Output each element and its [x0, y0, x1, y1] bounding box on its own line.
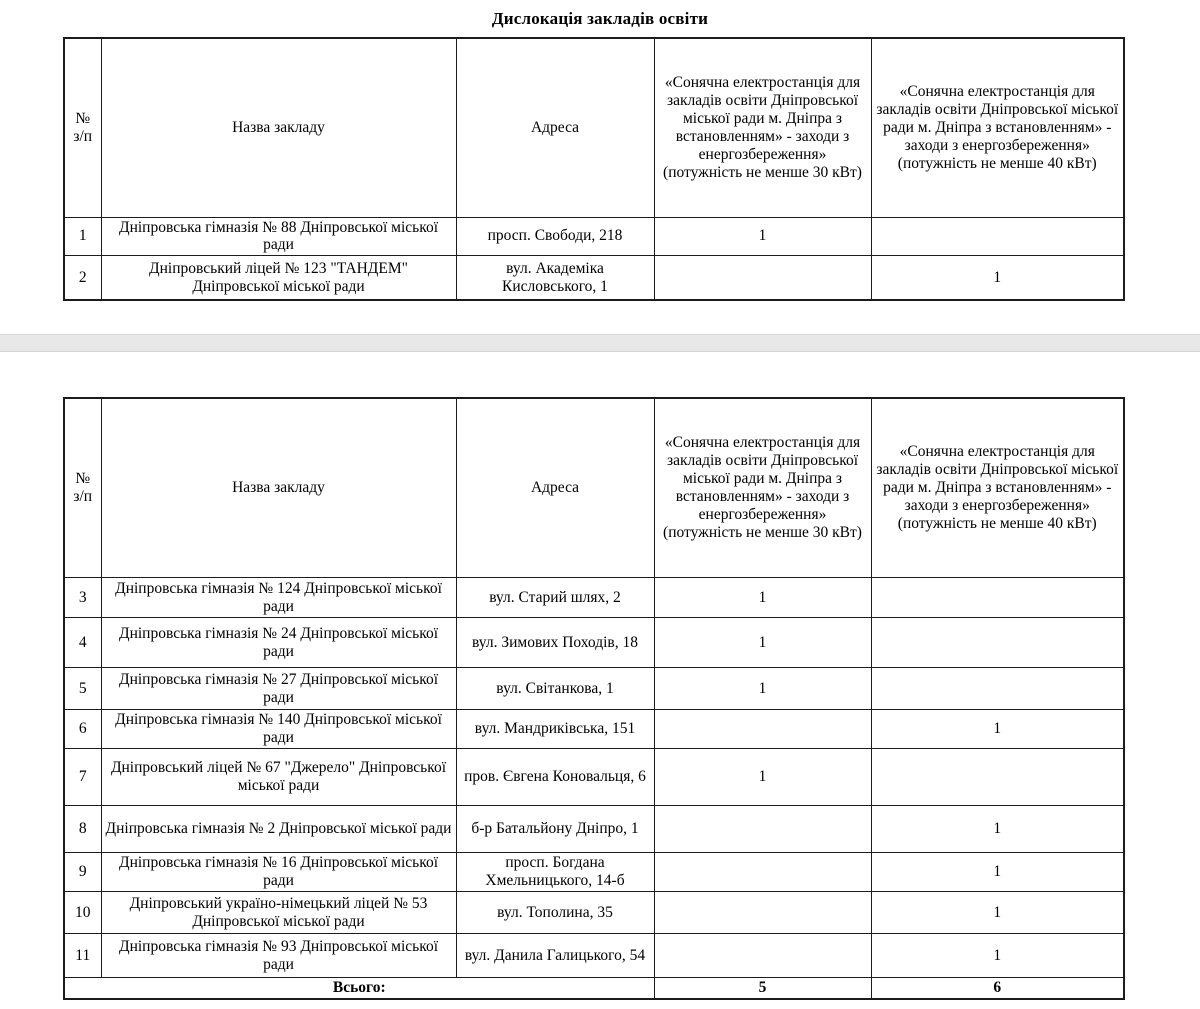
address-cell: пров. Євгена Коновальця, 6 [456, 749, 654, 806]
institution-name-cell: Дніпровський ліцей № 123 "ТАНДЕМ" Дніпровської міської ради [101, 256, 456, 300]
solar-30-cell [654, 853, 871, 892]
page-break-band [0, 334, 1200, 352]
solar-40-cell: 1 [871, 892, 1124, 934]
row-number-cell: 10 [64, 892, 101, 934]
solar-30-cell: 1 [654, 749, 871, 806]
row-number-cell: 4 [64, 618, 101, 668]
solar-30-cell [654, 892, 871, 934]
table-row [64, 710, 1124, 749]
row-number-cell: 3 [64, 578, 101, 618]
row-number-cell: 9 [64, 853, 101, 892]
table-row [64, 217, 1124, 256]
row-number-cell: 7 [64, 749, 101, 806]
address-cell: вул. Тополина, 35 [456, 892, 654, 934]
institution-name-cell: Дніпровський україно-німецький ліцей № 53 Дніпровської міської ради [101, 892, 456, 934]
solar-30-cell: 1 [654, 668, 871, 710]
table-row [64, 806, 1124, 853]
header-solar-30-cell: «Сонячна електростанція для закладів освіти Дніпровської міської ради м. Дніпра з встановленням» - заходи з енергозбереження» (потужність не менше 30 кВт) [654, 38, 871, 217]
institution-name-cell: Дніпровська гімназія № 124 Дніпровської міської ради [101, 578, 456, 618]
total-solar-30-cell: 5 [654, 978, 871, 999]
solar-30-cell [654, 806, 871, 853]
solar-30-cell [654, 934, 871, 978]
header-address-cell: Адреса [456, 398, 654, 578]
table-row [64, 578, 1124, 618]
solar-40-cell [871, 618, 1124, 668]
solar-40-cell [871, 578, 1124, 618]
solar-40-cell: 1 [871, 853, 1124, 892]
page-gap [0, 352, 1200, 397]
solar-40-cell: 1 [871, 710, 1124, 749]
address-cell: вул. Зимових Походів, 18 [456, 618, 654, 668]
solar-40-cell [871, 749, 1124, 806]
table-row [64, 668, 1124, 710]
total-row [64, 978, 1124, 999]
address-cell: просп. Богдана Хмельницького, 14-б [456, 853, 654, 892]
institution-name-cell: Дніпровський ліцей № 67 "Джерело" Дніпровської міської ради [101, 749, 456, 806]
address-cell: вул. Старий шлях, 2 [456, 578, 654, 618]
total-solar-40-cell: 6 [871, 978, 1124, 999]
total-label-cell: Всього: [64, 978, 654, 999]
institutions-table-2 [63, 397, 1125, 1000]
address-cell: вул. Данила Галицького, 54 [456, 934, 654, 978]
header-name-cell: Назва закладу [101, 38, 456, 217]
header-num-cell: № з/п [64, 398, 101, 578]
row-number-cell: 2 [64, 256, 101, 300]
solar-30-cell: 1 [654, 217, 871, 256]
header-address-cell: Адреса [456, 38, 654, 217]
institution-name-cell: Дніпровська гімназія № 2 Дніпровської міської ради [101, 806, 456, 853]
table-row [64, 853, 1124, 892]
institution-name-cell: Дніпровська гімназія № 88 Дніпровської міської ради [101, 217, 456, 256]
institution-name-cell: Дніпровська гімназія № 24 Дніпровської міської ради [101, 618, 456, 668]
solar-30-cell [654, 710, 871, 749]
row-number-cell: 11 [64, 934, 101, 978]
institutions-table-1 [63, 37, 1125, 301]
institution-name-cell: Дніпровська гімназія № 27 Дніпровської міської ради [101, 668, 456, 710]
header-solar-40-cell: «Сонячна електростанція для закладів освіти Дніпровської міської ради м. Дніпра з встановленням» - заходи з енергозбереження» (потужність не менше 40 кВт) [871, 398, 1124, 578]
solar-40-cell [871, 217, 1124, 256]
institution-name-cell: Дніпровська гімназія № 140 Дніпровської міської ради [101, 710, 456, 749]
row-number-cell: 1 [64, 217, 101, 256]
address-cell: б-р Батальйону Дніпро, 1 [456, 806, 654, 853]
table2-header-row [64, 398, 1124, 578]
page-title: Дислокація закладів освіти [491, 8, 709, 28]
institution-name-cell: Дніпровська гімназія № 16 Дніпровської міської ради [101, 853, 456, 892]
solar-40-cell: 1 [871, 256, 1124, 300]
header-solar-40-cell: «Сонячна електростанція для закладів освіти Дніпровської міської ради м. Дніпра з встановленням» - заходи з енергозбереження» (потужність не менше 40 кВт) [871, 38, 1124, 217]
address-cell: просп. Свободи, 218 [456, 217, 654, 256]
address-cell: вул. Мандриківська, 151 [456, 710, 654, 749]
row-number-cell: 6 [64, 710, 101, 749]
solar-30-cell: 1 [654, 578, 871, 618]
solar-40-cell: 1 [871, 806, 1124, 853]
solar-30-cell: 1 [654, 618, 871, 668]
table-row [64, 256, 1124, 300]
table-row [64, 618, 1124, 668]
header-solar-30-cell: «Сонячна електростанція для закладів освіти Дніпровської міської ради м. Дніпра з встановленням» - заходи з енергозбереження» (потужність не менше 30 кВт) [654, 398, 871, 578]
table1-header-row [64, 38, 1124, 217]
table-row [64, 749, 1124, 806]
header-num-cell: № з/п [64, 38, 101, 217]
solar-40-cell [871, 668, 1124, 710]
table-row [64, 892, 1124, 934]
address-cell: вул. Академіка Кисловського, 1 [456, 256, 654, 300]
header-name-cell: Назва закладу [101, 398, 456, 578]
table-row [64, 934, 1124, 978]
institution-name-cell: Дніпровська гімназія № 93 Дніпровської міської ради [101, 934, 456, 978]
solar-40-cell: 1 [871, 934, 1124, 978]
row-number-cell: 5 [64, 668, 101, 710]
solar-30-cell [654, 256, 871, 300]
row-number-cell: 8 [64, 806, 101, 853]
address-cell: вул. Світанкова, 1 [456, 668, 654, 710]
